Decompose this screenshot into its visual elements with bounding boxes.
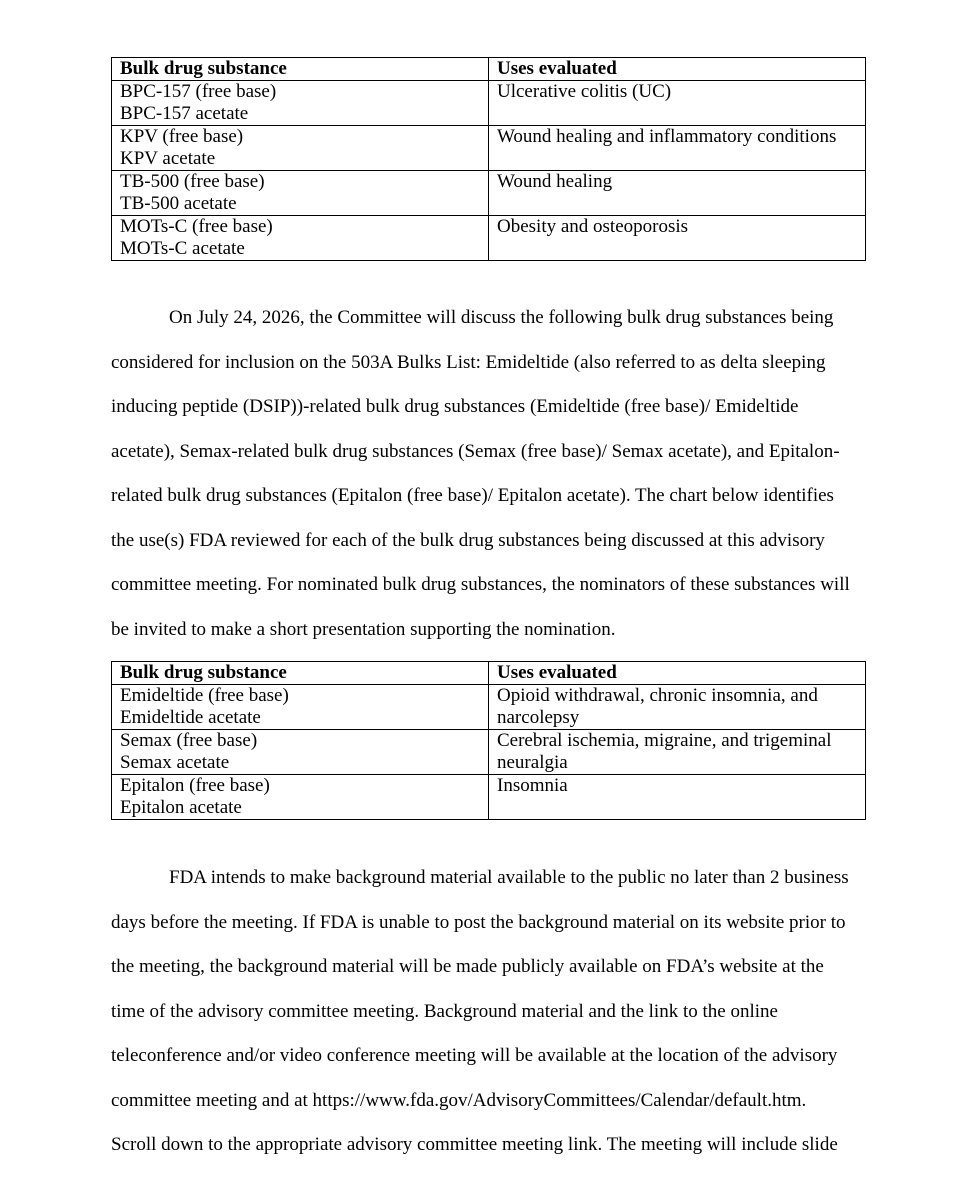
paragraph-line: Scroll down to the appropriate advisory committee meeting link. The meeting will include slide [111,1134,838,1155]
substance-name: MOTs-C (free base) [120,216,273,237]
substance-name: BPC-157 acetate [120,103,249,124]
paragraph-line: be invited to make a short presentation supporting the nomination. [111,618,616,640]
table-row [112,775,866,820]
substance-cell [112,685,489,730]
substance-cell [112,775,489,820]
table-header-row [112,662,866,685]
substance-cell [112,126,489,171]
background-material-paragraph [111,856,871,1168]
use-text: Opioid withdrawal, chronic insomnia, and [497,685,818,706]
substance-name: TB-500 (free base) [120,171,265,192]
paragraph-line: teleconference and/or video conference meeting will be available at the location of the advisory [111,1045,838,1066]
paragraph-line: committee meeting and at https://www.fda.gov/AdvisoryCommittees/Calendar/default.htm. [111,1089,807,1111]
use-text: Insomnia [497,775,568,796]
uses-table-1 [111,57,866,261]
uses-table-2 [111,661,866,820]
substance-name: Epitalon (free base) [120,775,270,796]
table-row [112,685,866,730]
substance-name: Emideltide acetate [120,707,261,728]
paragraph-line: acetate), Semax-related bulk drug substances (Semax (free base)/ Semax acetate), and Epitalon- [111,440,840,462]
table-row [112,730,866,775]
paragraph-line: the use(s) FDA reviewed for each of the bulk drug substances being discussed at this advisory [111,529,825,551]
substance-cell [112,81,489,126]
paragraph-line: days before the meeting. If FDA is unable to post the background material on its website prior to [111,911,846,933]
meeting-discussion-paragraph [111,296,871,652]
paragraph-line: committee meeting. For nominated bulk drug substances, the nominators of these substances will [111,574,850,595]
uses-cell [489,775,866,820]
substance-name: Emideltide (free base) [120,685,289,706]
uses-cell [489,730,866,775]
uses-cell [489,216,866,261]
use-text: Wound healing and inflammatory conditions [497,126,837,147]
paragraph-line: considered for inclusion on the 503A Bulks List: Emideltide (also referred to as delta sleeping [111,351,826,373]
uses-cell [489,171,866,216]
paragraph-line: related bulk drug substances (Epitalon (free base)/ Epitalon acetate). The chart below identifies [111,485,834,506]
use-text: Ulcerative colitis (UC) [497,81,672,102]
use-text: Wound healing [497,171,613,192]
substance-name: TB-500 acetate [120,193,237,214]
substance-cell [112,216,489,261]
table-header-row [112,58,866,81]
uses-cell [489,685,866,730]
header-uses: Uses evaluated [489,58,866,81]
table-row [112,171,866,216]
paragraph-line: time of the advisory committee meeting. Background material and the link to the online [111,1000,778,1022]
use-text: Obesity and osteoporosis [497,216,689,237]
header-uses: Uses evaluated [489,662,866,685]
header-substance: Bulk drug substance [112,58,489,81]
use-text: Cerebral ischemia, migraine, and trigeminal [497,730,832,751]
paragraph-line: the meeting, the background material will be made publicly available on FDA’s website at the [111,956,824,977]
header-substance: Bulk drug substance [112,662,489,685]
substance-name: Semax acetate [120,752,230,773]
paragraph-line: On July 24, 2026, the Committee will discuss the following bulk drug substances being [169,307,834,328]
substance-cell [112,730,489,775]
substance-name: BPC-157 (free base) [120,81,277,102]
table-row [112,81,866,126]
uses-cell [489,81,866,126]
paragraph-line: FDA intends to make background material available to the public no later than 2 business [169,867,849,888]
substance-name: KPV acetate [120,148,216,169]
substance-name: Semax (free base) [120,730,258,751]
table-row [112,126,866,171]
substance-name: Epitalon acetate [120,797,242,818]
table-row [112,216,866,261]
substance-name: KPV (free base) [120,126,244,147]
uses-cell [489,126,866,171]
use-text: neuralgia [497,752,568,773]
substance-name: MOTs-C acetate [120,238,245,259]
paragraph-line: inducing peptide (DSIP))-related bulk drug substances (Emideltide (free base)/ Emideltide [111,396,799,417]
use-text: narcolepsy [497,707,580,728]
substance-cell [112,171,489,216]
